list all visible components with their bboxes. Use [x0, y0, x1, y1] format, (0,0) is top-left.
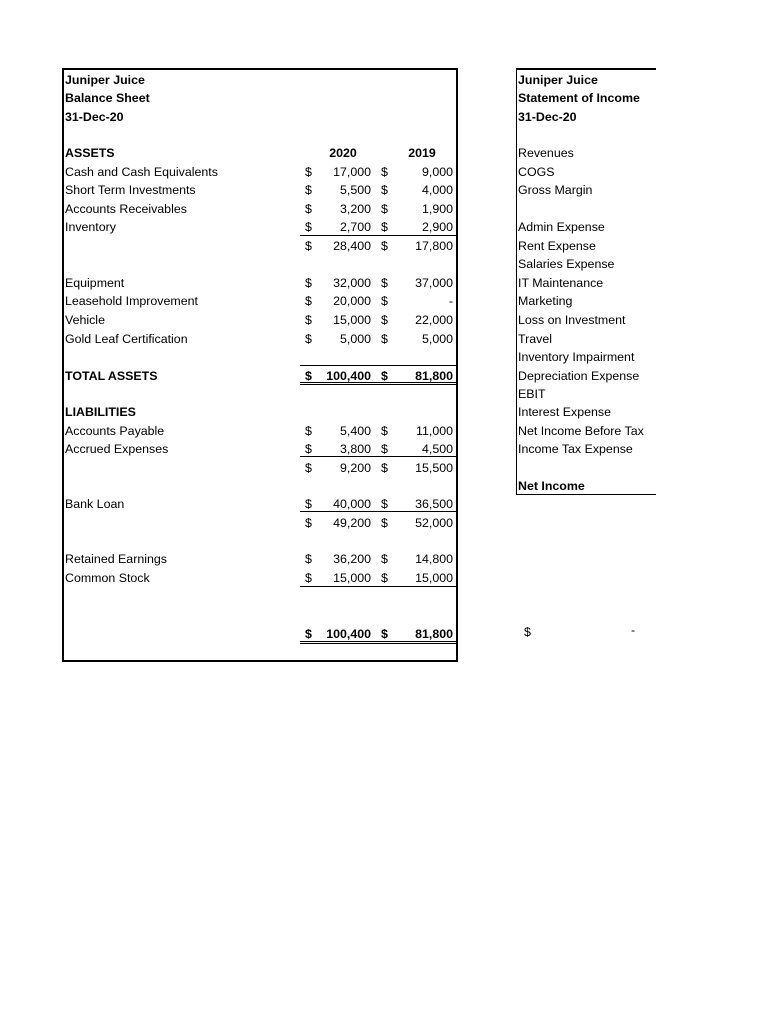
bs-dollar-2020: $ [305, 313, 312, 327]
bs-dollar-2020: $ [305, 497, 312, 511]
bs-row-label: Short Term Investments [65, 183, 196, 197]
bs-dollar-2020: $ [305, 424, 312, 438]
bs-dollar-2020: $ [305, 239, 312, 253]
is-row-label: Depreciation Expense [518, 369, 640, 383]
bs-dollar-2020: $ [305, 220, 312, 234]
bs-value-2020: 15,000 [333, 571, 371, 585]
is-row-label: Income Tax Expense [518, 442, 633, 456]
bs-dollar-2019: $ [381, 202, 388, 216]
bs-value-2019: 52,000 [415, 516, 453, 530]
bs-value-2019: 36,500 [415, 497, 453, 511]
is-row-label: IT Maintenance [518, 276, 604, 290]
bs-dollar-2020: $ [305, 571, 312, 585]
bs-row-label: Accrued Expenses [65, 442, 169, 456]
bs-dollar-2020: $ [305, 552, 312, 566]
bs-value-2019: 17,800 [415, 239, 453, 253]
bs-value-2019: 9,000 [421, 165, 453, 179]
is-row-label: Inventory Impairment [518, 350, 635, 364]
bs-value-2020: 2,700 [339, 220, 371, 234]
bs-value-2020: 40,000 [333, 497, 371, 511]
bs-value-2019: 14,800 [415, 552, 453, 566]
bs-row-label: Inventory [65, 220, 116, 234]
bs-value-2019: 1,900 [421, 202, 453, 216]
bs-value-2020: 100,400 [326, 369, 371, 383]
bs-dollar-2019: $ [381, 183, 388, 197]
bs-row-label: Gold Leaf Certification [65, 332, 188, 346]
is-row-label: Net Income Before Tax [518, 424, 644, 438]
is-row-label: Salaries Expense [518, 257, 615, 271]
bs-dollar-2019: $ [381, 239, 388, 253]
bs-value-2020: 32,000 [333, 276, 371, 290]
bs-dollar-2020: $ [305, 202, 312, 216]
bs-year-prior: 2019 [408, 146, 436, 160]
bs-row-label: Common Stock [65, 571, 150, 585]
bs-dollar-2020: $ [305, 183, 312, 197]
bs-dollar-2020: $ [305, 369, 312, 383]
is-row-label: Loss on Investment [518, 313, 626, 327]
bs-value-2020: 5,000 [339, 332, 371, 346]
bs-dollar-2019: $ [381, 552, 388, 566]
bs-subtotal-line-total-liabilities [300, 511, 456, 512]
bs-final-total-double-line [300, 641, 456, 644]
bs-value-2020: 3,200 [339, 202, 371, 216]
bs-value-2019: - [448, 294, 453, 308]
bs-dollar-2020: $ [305, 627, 312, 641]
bs-dollar-2020: $ [305, 516, 312, 530]
is-row-label: Interest Expense [518, 405, 611, 419]
is-row-label: COGS [518, 165, 555, 179]
bs-value-2020: 20,000 [333, 294, 371, 308]
bs-subtotal-line-current-assets [300, 235, 456, 236]
bs-row-label: Leasehold Improvement [65, 294, 198, 308]
bs-dollar-2019: $ [381, 442, 388, 456]
bs-row-label: Equipment [65, 276, 125, 290]
bs-value-2020: 5,400 [339, 424, 371, 438]
bs-dollar-2019: $ [381, 497, 388, 511]
bs-dollar-2020: $ [305, 294, 312, 308]
bs-dollar-2019: $ [381, 294, 388, 308]
bs-dollar-2019: $ [381, 461, 388, 475]
bs-value-2020: 100,400 [326, 627, 371, 641]
bs-total-assets-line-top [300, 365, 456, 366]
bs-dollar-2020: $ [305, 165, 312, 179]
is-row-label: Rent Expense [518, 239, 596, 253]
bs-value-2020: 3,800 [339, 442, 371, 456]
bs-dollar-2019: $ [381, 332, 388, 346]
is-row-label: Admin Expense [518, 220, 605, 234]
bs-value-2020: 17,000 [333, 165, 371, 179]
bs-value-2019: 81,800 [415, 627, 453, 641]
bs-row-label: Retained Earnings [65, 552, 167, 566]
bs-row-label: LIABILITIES [65, 405, 136, 419]
bs-row-label: Accounts Payable [65, 424, 165, 438]
bs-value-2019: 15,500 [415, 461, 453, 475]
balance-sheet: Juniper Juice Balance Sheet 31-Dec-20 2020 2019 ASSETS Cash and Cash Equivalents $ 17,000 $ 9,000 Short Term Investments $ 5,500 $ 4,000 Accounts Receivables $ 3,200 $ 1,900 Inventory $ 2,700 $ 2,900 $ 28,400 $ 17,800 Equipment $ 32,000 $ 37,000 Leasehold Improvement $ 20,000 $ - Vehicle $ 15,000 $ 22,000 Gold Leaf Certification $ 5,000 $ 5,000 TOTAL ASSETS $ 100,400 $ 81,800 LIABILITIES Accounts Payable $ 5,400 $ 11,000 Accrued Expenses $ 3,800 $ 4,500 $ 9,200 $ 15,500 Bank Loan $ 40,000 $ 36,500 $ 49,200 $ 52,000 Retained Earnings $ 36,200 $ 14,800 Common Stock $ 15,000 $ 15,000 $ 100,400 $ 81,800 [62, 68, 458, 662]
bs-value-2019: 4,500 [421, 442, 453, 456]
bs-value-2019: 15,000 [415, 571, 453, 585]
bs-dollar-2019: $ [381, 276, 388, 290]
bs-dollar-2019: $ [381, 220, 388, 234]
is-row-label: Revenues [518, 146, 574, 160]
bs-value-2019: 22,000 [415, 313, 453, 327]
bs-value-2020: 28,400 [333, 239, 371, 253]
bs-dollar-2019: $ [381, 516, 388, 530]
bs-dollar-2019: $ [381, 369, 388, 383]
bs-dollar-2020: $ [305, 442, 312, 456]
is-row-label: Net Income [518, 479, 585, 493]
bs-equity-line [300, 586, 456, 587]
bs-dollar-2019: $ [381, 424, 388, 438]
bs-dollar-2019: $ [381, 165, 388, 179]
bs-row-label: ASSETS [65, 146, 115, 160]
bs-value-2019: 11,000 [416, 424, 453, 438]
is-row-label: Marketing [518, 294, 573, 308]
bs-dollar-2019: $ [381, 627, 388, 641]
income-statement: Juniper Juice Statement of Income 31-Dec-20 Revenues COGS Gross Margin Admin Expense Rent Expense Salaries Expense IT Maintenance Marketing Loss on Investment Travel Inventory Impairment Depreciation Expense EBIT Interest Expense Net Income Before Tax Income Tax Expense Net Income [516, 68, 656, 495]
bs-dollar-2020: $ [305, 461, 312, 475]
bs-value-2019: 5,000 [421, 332, 453, 346]
bs-value-2020: 36,200 [333, 552, 371, 566]
bs-value-2019: 37,000 [415, 276, 453, 290]
bs-value-2020: 49,200 [333, 516, 371, 530]
bs-dollar-2019: $ [381, 571, 388, 585]
bs-subtotal-line-current-liabilities [300, 456, 456, 457]
bs-value-2020: 9,200 [339, 461, 371, 475]
bs-row-label: Accounts Receivables [65, 202, 187, 216]
bs-total-assets-double-line [300, 382, 456, 385]
is-row-label: Gross Margin [518, 183, 593, 197]
bs-row-label: TOTAL ASSETS [65, 369, 158, 383]
bs-row-label: Cash and Cash Equivalents [65, 165, 218, 179]
bs-value-2019: 81,800 [415, 369, 453, 383]
bs-value-2020: 15,000 [333, 313, 371, 327]
bs-dollar-2019: $ [381, 313, 388, 327]
bs-value-2019: 4,000 [421, 183, 453, 197]
is-check-value: - [631, 623, 636, 637]
is-row-label: EBIT [518, 387, 546, 401]
bs-value-2020: 5,500 [339, 183, 371, 197]
bs-row-label: Vehicle [65, 313, 105, 327]
bs-year-current: 2020 [329, 146, 357, 160]
bs-value-2019: 2,900 [421, 220, 453, 234]
is-row-label: Travel [518, 332, 552, 346]
bs-dollar-2020: $ [305, 276, 312, 290]
bs-row-label: Bank Loan [65, 497, 125, 511]
bs-dollar-2020: $ [305, 332, 312, 346]
is-check-dollar: $ [524, 625, 531, 639]
